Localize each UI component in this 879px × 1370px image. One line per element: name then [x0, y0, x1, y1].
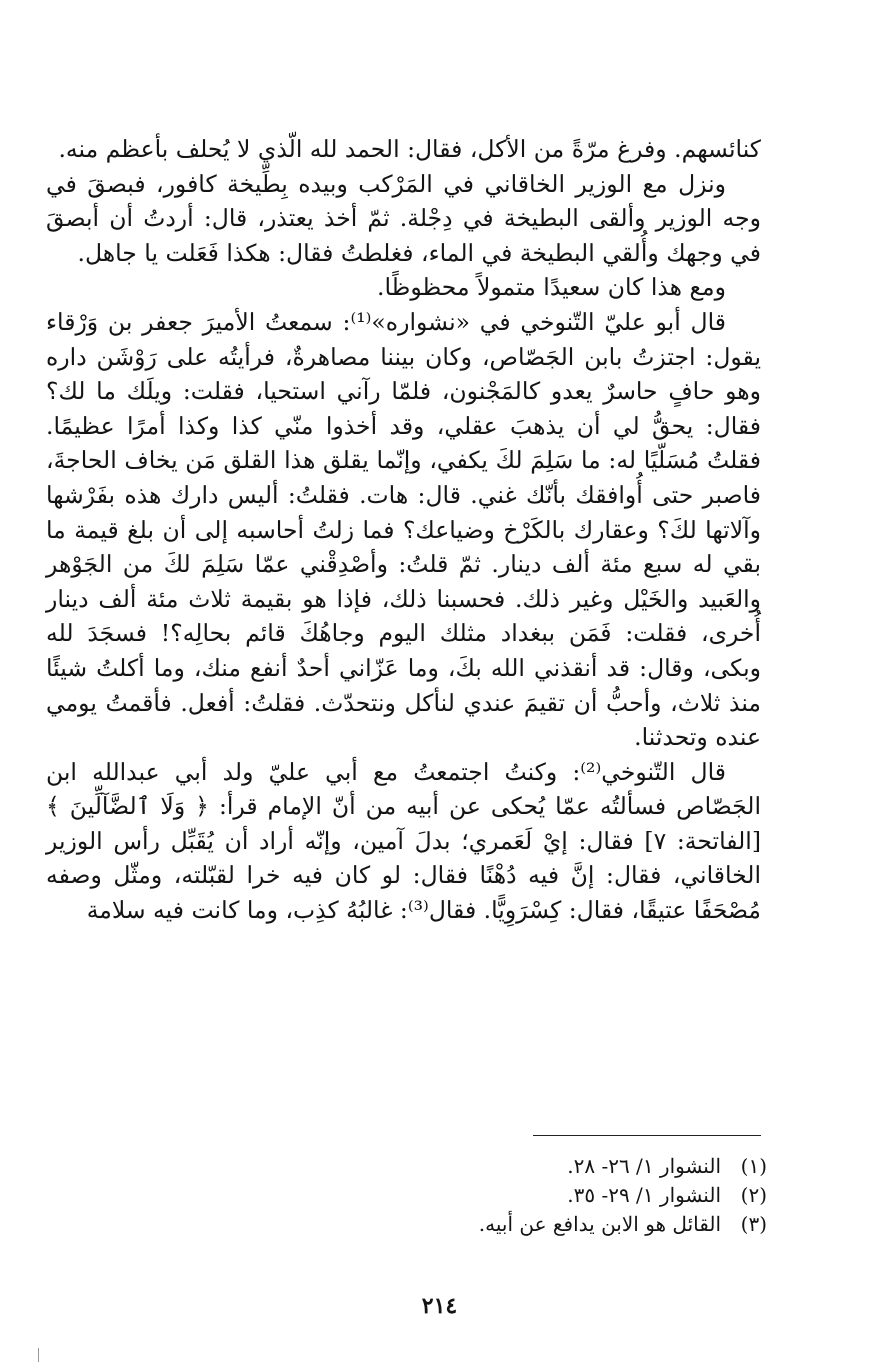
footnotes: [167, 1152, 767, 1239]
footnote-number: (٣): [740, 1212, 767, 1236]
paragraph-5: قال التّنوخي⁽²⁾: وكنتُ اجتمعتُ مع أبي عليّ ولد أبي عبدالله ابن الجَصّاص فسألتُه عمّا يُحكى عن أبيه من أنّ الإمام قرأ: ﴿ وَلَا ٱلضَّآلِّينَ ﴾ [الفاتحة: ٧] فقال: إيْ لَعَمري؛ بدلَ آمين، وإنّه أراد أن يُقَبِّل رأس الوزير الخاقاني، فقال: إنَّ فيه دُهْنًا فقال: لو كان فيه خرا لقبّلته، ومثّل وصفه مُصْحَفًا عتيقًا، فقال: كِسْرَوِيًّا. فقال⁽³⁾: غالبُهُ كذِب، وما كانت فيه سلامة: [46, 757, 761, 925]
footnote-separator: [533, 1135, 761, 1136]
paragraph-1: كنائسهم. وفرغ مرّةً من الأكل، فقال: الحمد لله الّذي لا يُحلف بأعظم منه.: [58, 135, 761, 163]
footnote-text: القائل هو الابن يدافع عن أبيه.: [478, 1212, 721, 1236]
paragraph-3: ومع هذا كان سعيدًا متمولاً محظوظًا.: [377, 273, 726, 302]
page-number: ٢١٤: [421, 1293, 458, 1319]
footnote-number: (١): [740, 1154, 767, 1178]
footnote-3: [167, 1210, 767, 1239]
footnote-text: النشوار ١/ ٢٩- ٣٥.: [567, 1183, 721, 1207]
footnote-1: [167, 1152, 767, 1181]
paragraph-4: قال أبو عليّ التّنوخي في «نشواره»⁽¹⁾: سمعتُ الأميرَ جعفر بن وَرْقاء يقول: اجتزتُ بابن الجَصّاص، وكان بيننا مصاهرةٌ، فرأيتُه على رَوْشَن داره وهو حافٍ حاسرٌ يعدو كالمَجْنون، فلمّا رآني استحيا، فقلت: ويلَك ما لك؟ فقال: يحقُّ لي أن يذهبَ عقلي، وقد أخذوا منّي كذا وكذا أمرًا عظيمًا. فقلتُ مُسَلّيًا له: ما سَلِمَ لكَ يكفي، وإنّما يقلق هذا القلق مَن يخاف الحاجةَ، فاصبر حتى أُوافقك بأنّك غني. قال: هات. فقلتُ: أليس دارك هذه بفَرْشها وآلاتها لكَ؟ وعقارك بالكَرْخ وضياعك؟ فما زلتُ أحاسبه إلى أن بلغ قيمة ما بقي له سبع مئة ألف دينار. ثمّ قلتُ: وأصْدِقْني عمّا سَلِمَ لكَ من الجَوْهر والعَبيد والخَيْل وغير ذلك. فحسبنا ذلك، فإذا هو بقيمة ثلاث مئة ألف دينار أُخرى، فقلت: فَمَن ببغداد مثلك اليوم وجاهُكَ قائم بحالِه؟! فسجَدَ لله وبكى، وقال: قد أنقذني الله بكَ، وما عَزّاني أحدٌ أنفع منك، وما أكلتُ شيئًا منذ ثلاث، وأحبُّ أن تقيمَ عندي لنأكل ونتحدّث. فقلتُ: أفعل. فأقمتُ يومي عنده وتحدثنا.: [46, 307, 761, 752]
paragraph-2: ونزل مع الوزير الخاقاني في المَرْكب وبيده بِطِّيخة كافور، فبصقَ في وجه الوزير وألقى البطيخة في دِجْلة. ثمّ أخذ يعتذر، قال: أردتُ أن أبصقَ في وجهك وأُلقي البطيخة في الماء، فغلطتُ فقال: هكذا فَعَلت يا جاهل.: [46, 169, 761, 267]
scan-artifact: [38, 1348, 39, 1362]
main-text: [46, 132, 761, 928]
footnote-number: (٢): [740, 1183, 767, 1207]
footnote-2: [167, 1181, 767, 1210]
footnote-text: النشوار ١/ ٢٦- ٢٨.: [567, 1154, 721, 1178]
